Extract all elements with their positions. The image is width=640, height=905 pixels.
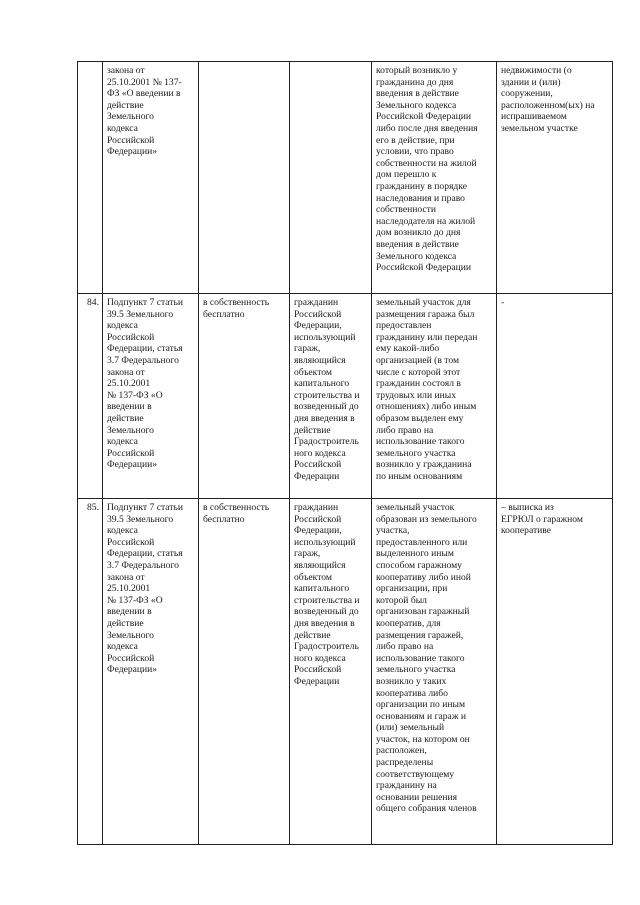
text-line: либо право на [376,641,434,653]
text-line: гараж, [294,548,321,560]
text-line: 25.10.2001 [107,378,151,390]
text-line: общего собрания членов [376,803,477,815]
conditions-cell [372,499,497,845]
text-line: являющийся [294,559,346,571]
text-line: образом выделен ему [376,412,464,424]
text-line: действие [107,412,144,424]
text-line: недвижимости (о [501,65,572,76]
text-line: 39.5 Земельного [107,513,174,525]
text-line: капитального [294,378,350,390]
text-line: выделенного иным [376,548,454,560]
table-row [78,499,613,845]
text-line: Федерации» [107,459,158,471]
text-line: по иным основаниям [376,470,463,482]
text-line: 3.7 Федерального [107,559,179,571]
text-line: наследования и право [376,192,465,204]
text-line: Федерации, статья [107,343,183,355]
text-line: ного кодекса [294,652,346,664]
text-line: бесплатно [203,513,245,525]
text-line: в собственность [203,502,270,513]
text-line: возникло у таких [376,675,447,687]
text-line: гараж, [294,343,321,355]
text-line: строительства и [294,389,360,401]
text-line: кодекса [107,525,138,537]
applicant-cell [290,62,372,294]
text-line: гражданина до дня [376,76,454,88]
text-line: участка, [376,525,410,537]
text-line: капитального [294,583,350,595]
text-line: организации по иным [376,699,466,711]
text-line: трудовых или иных [376,389,456,401]
text-line: земельный участок для [376,297,471,308]
applicant-cell [290,294,372,499]
text-line: № 137-ФЗ «О [107,389,163,401]
right-type-cell [199,499,290,845]
text-line: – выписка из [501,502,554,513]
text-line: введения в действие [376,238,459,250]
text-line: закона от [107,65,145,76]
row-number [78,62,103,294]
text-line: бесплатно [203,308,245,320]
text-line: возведенный до [294,606,359,618]
table-row [78,294,613,499]
text-line: Российской [294,513,342,525]
text-line: его в действие, при [376,134,455,146]
text-line: Земельного кодекса [376,99,457,111]
text-line: гражданин [294,297,339,308]
text-line: ЕГРЮЛ о гаражном [501,513,583,525]
text-line: основаниям и гараж и [376,710,466,722]
text-line: действие [107,99,144,111]
text-line: предоставленного или [376,536,468,548]
conditions-cell [372,294,497,499]
text-line: 25.10.2001 № 137- [107,76,182,88]
text-line: условии, что право [376,146,454,158]
text-line: распределены [376,757,434,769]
text-line: ного кодекса [294,447,346,459]
text-line: Подпункт 7 статьи [107,297,183,308]
text-line: использующий [294,536,356,548]
text-line: № 137-ФЗ «О [107,594,163,606]
text-line: образован из земельного [376,513,477,525]
text-line: участок, на котором он [376,733,470,745]
text-line: действие [294,629,331,641]
text-line: Российской [107,447,155,459]
text-line: кооперативу либо иной [376,571,471,583]
text-line: строительства и [294,594,360,606]
text-line: Российской [107,331,155,343]
text-line: организации, при [376,583,448,595]
text-line: организован гаражный [376,606,470,618]
text-line: использующий [294,331,356,343]
row-number: 85. [78,499,103,845]
text-line: гражданину или передан [376,331,478,343]
text-line: Земельного кодекса [376,250,457,262]
text-line: дом перешло к [376,169,437,181]
right-type-cell [199,294,290,499]
text-line: дом возникло до дня [376,227,461,239]
text-line: 25.10.2001 [107,583,151,595]
text-line: гражданин состоял в [376,378,461,390]
row-number: 84. [78,294,103,499]
text-line: дня введения в [294,412,355,424]
text-line: земельного участка [376,664,456,676]
documents-cell [497,62,613,294]
text-line: действие [294,424,331,436]
text-line: - [501,297,505,308]
documents-cell [497,499,613,845]
text-line: земельном участке [501,122,578,134]
text-line: введении в [107,401,152,413]
text-line: гражданину в порядке [376,180,467,192]
text-line: либо после дня введения [376,122,478,134]
text-line: Федерации [294,470,340,482]
text-line: ФЗ «О введении в [107,88,181,100]
text-line: Российской Федерации [376,111,471,123]
text-line: земельного участка [376,447,456,459]
applicant-cell [290,499,372,845]
text-line: объектом [294,366,332,378]
text-line: Федерации [294,675,340,687]
text-line: Земельного [107,111,154,123]
text-line: кооперативе [501,525,552,537]
text-line: который возникло у [376,65,458,76]
text-line: Российской [294,459,342,471]
text-line: закона от [107,366,145,378]
conditions-cell [372,62,497,294]
text-line: 39.5 Земельного [107,308,174,320]
legal-basis-cell [103,499,199,845]
text-line: собственности на жилой [376,157,477,169]
text-line: Федерации, [294,525,342,537]
text-line: либо право на [376,424,434,436]
text-line: Российской [107,536,155,548]
text-line: наследодателя на жилой [376,215,476,227]
text-line: числе с которой этот [376,366,461,378]
text-line: предоставлен [376,320,432,332]
text-line: испрашиваемом [501,111,567,123]
text-line: собственности [376,204,437,216]
text-line: сооружении, [501,88,553,100]
documents-cell [497,294,613,499]
text-line: размещения гаража был [376,308,475,320]
text-line: кодекса [107,436,138,448]
text-line: размещения гаражей, [376,629,464,641]
text-line: кодекса [107,320,138,332]
text-line: Градостроитель [294,641,359,653]
text-line: ему какой-либо [376,343,440,355]
text-line: введении в [107,606,152,618]
text-line: использование такого [376,652,465,664]
text-line: Земельного [107,424,154,436]
text-line: которой был [376,594,427,606]
right-type-cell [199,62,290,294]
table-row [78,62,613,294]
text-line: отношениях) либо иным [376,401,477,413]
legal-basis-cell [103,62,199,294]
legal-basis-cell [103,294,199,499]
text-line: способом гаражному [376,559,462,571]
text-line: Федерации» [107,146,158,158]
text-line: закона от [107,571,145,583]
text-line: основании решения [376,791,458,803]
text-line: объектом [294,571,332,583]
text-line: расположенном(ых) на [501,99,595,111]
text-line: действие [107,617,144,629]
document-table [77,61,613,845]
text-line: гражданин [294,502,339,513]
text-line: в собственность [203,297,270,308]
text-line: кооператив, для [376,617,441,629]
text-line: (или) земельный [376,722,445,734]
text-line: Подпункт 7 статьи [107,502,183,513]
text-line: Федерации, [294,320,342,332]
text-line: возникло у гражданина [376,459,472,471]
text-line: организацией (в том [376,354,460,366]
text-line: кооператива либо [376,687,448,699]
text-line: кодекса [107,122,138,134]
text-line: Федерации» [107,664,158,676]
text-line: возведенный до [294,401,359,413]
text-line: дня введения в [294,617,355,629]
text-line: Российской [294,308,342,320]
text-line: Градостроитель [294,436,359,448]
text-line: введения в действие [376,88,459,100]
text-line: Земельного [107,629,154,641]
text-line: расположен, [376,745,427,757]
text-line: использование такого [376,436,465,448]
text-line: Российской Федерации [376,262,471,274]
text-line: гражданину на [376,780,437,792]
text-line: соответствующему [376,768,455,780]
text-line: кодекса [107,641,138,653]
text-line: Федерации, статья [107,548,183,560]
text-line: Российской [107,134,155,146]
text-line: Российской [294,664,342,676]
text-line: Российской [107,652,155,664]
text-line: являющийся [294,354,346,366]
text-line: 3.7 Федерального [107,354,179,366]
text-line: земельный участок [376,502,455,513]
text-line: здании и (или) [501,76,561,88]
